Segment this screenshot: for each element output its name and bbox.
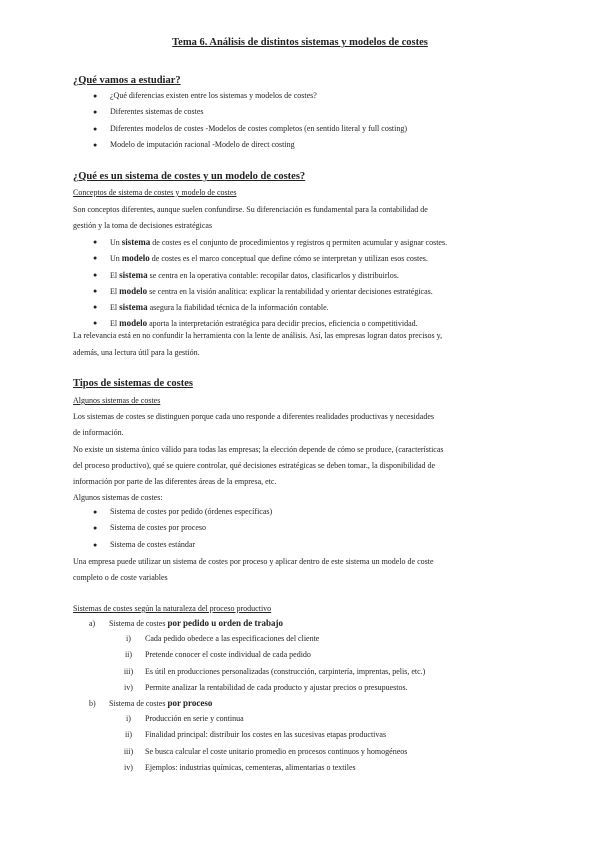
section3-paragraph-line: completo o de coste variables	[73, 573, 168, 582]
bullet-icon: ●	[93, 238, 98, 246]
list-item: ii) Finalidad principal: distribuir los costes en las sucesivas etapas productivas	[124, 730, 387, 740]
item-keyword: por proceso	[167, 698, 213, 708]
bullet-icon: ●	[93, 540, 98, 549]
list-item: ● El modelo aporta la interpretación estratégica para decidir precios, eficiencia o competitividad.	[93, 315, 447, 331]
list-item: iv) Ejemplos: industrias químicas, cementeras, alimentarias o textiles	[124, 762, 356, 772]
list-item: ● ¿Qué diferencias existen entre los sistemas y modelos de costes?	[93, 88, 407, 104]
bullet-icon: ●	[93, 303, 98, 312]
list-item: ● El modelo se centra en la visión analítica: explicar la rentabilidad y orientar decisiones estratégicas.	[93, 283, 447, 299]
list-item: iii) Se busca calcular el coste unitario promedio en procesos continuos y homogéneos	[123, 746, 408, 756]
item-keyword: por pedido u orden de trabajo	[167, 618, 284, 628]
bullet-icon: ●	[93, 254, 98, 263]
list-item-b: b) Sistema de costes por proceso	[89, 698, 213, 708]
section3-subheading2: Sistemas de costes según la naturaleza del proceso productivo	[73, 604, 272, 613]
section3-subheading: Algunos sistemas de costes	[73, 396, 161, 405]
list-item: ● Diferentes modelos de costes -Modelos de costes completos (en sentido literal y full costing)	[93, 121, 407, 137]
section3-paragraph-line: Una empresa puede utilizar un sistema de costes por proceso y aplicar dentro de este sistema un modelo de coste	[73, 557, 434, 566]
list-item: ● Un modelo de costes es el marco conceptual que define cómo se interpretan y utilizan esos costes.	[93, 250, 447, 266]
section3-paragraph-line: Los sistemas de costes se distinguen porque cada uno responde a diferentes realidades productivas y necesidades	[73, 412, 434, 421]
list-item: ● Sistema de costes por pedido (órdenes específicas)	[93, 504, 272, 520]
section1-heading: ¿Qué vamos a estudiar?	[73, 75, 181, 86]
item-label: b)	[89, 699, 96, 708]
list-item: ii) Pretende conocer el coste individual de cada pedido	[124, 650, 311, 660]
bullet-icon: ●	[93, 508, 98, 516]
list-item: i) Cada pedido obedece a las especificaciones del cliente	[126, 634, 320, 643]
section3-paragraph-line: de información.	[73, 428, 124, 437]
list-item: ● Un sistema de costes es el conjunto de procedimientos y registros q permiten acumular y asignar costes.	[93, 234, 447, 250]
list-item: ● Sistema de costes por proceso	[93, 520, 272, 536]
section2-bullet-list	[93, 234, 447, 332]
item-label: a)	[89, 619, 96, 628]
list-item: ● El sistema asegura la fiabilidad técnica de la información contable.	[93, 299, 447, 315]
list-item: ● Sistema de costes estándar	[93, 537, 272, 553]
bullet-icon: ●	[93, 124, 98, 133]
list-item: i) Producción en serie y continua	[126, 714, 244, 723]
section3-heading: Tipos de sistemas de costes	[73, 378, 193, 389]
item-a-sublist	[112, 631, 425, 696]
list-item: ● Diferentes sistemas de costes	[93, 104, 407, 120]
section1-bullet-list	[93, 88, 407, 153]
list-item: ● Modelo de imputación racional -Modelo de direct costing	[93, 137, 407, 153]
section2-subheading: Conceptos de sistema de costes y modelo de costes	[73, 188, 237, 197]
bullet-icon: ●	[93, 270, 98, 279]
section2-intro-line: gestión y la toma de decisiones estratégicas	[73, 221, 213, 230]
section3-list-intro: Algunos sistemas de costes:	[73, 493, 163, 502]
section3-paragraph-line: No existe un sistema único válido para todas las empresas; la elección depende de cómo se produce, (características	[73, 445, 444, 454]
section2-intro-line: Son conceptos diferentes, aunque suelen confundirse. Su diferenciación es fundamental para la contabilidad de	[73, 205, 428, 214]
page-title: Tema 6. Análisis de distintos sistemas y modelos de costes	[172, 37, 428, 48]
list-item: ● El sistema se centra en la operativa contable: recopilar datos, clasificarlos y distribuirlos.	[93, 267, 447, 283]
bullet-icon: ●	[93, 108, 98, 117]
section3-paragraph-line: información por parte de las diferentes áreas de la empresa, etc.	[73, 477, 277, 486]
bullet-icon: ●	[93, 524, 98, 533]
bullet-icon: ●	[93, 319, 98, 328]
section3-paragraph-line: del proceso productivo), qué se quiere controlar, qué decisiones estratégicas se deben tomar., la disponibilidad de	[73, 461, 436, 470]
item-b-sublist	[112, 711, 407, 776]
section2-outro-line: La relevancia está en no confundir la herramienta con la lente de análisis. Así, las empresas logran datos precisos y,	[73, 331, 443, 340]
section2-outro-line: además, una lectura útil para la gestión.	[73, 348, 200, 357]
list-item-a: a) Sistema de costes por pedido u orden de trabajo	[89, 618, 284, 628]
list-item: iv) Permite analizar la rentabilidad de cada producto y ajustar precios o presupuestos.	[124, 682, 408, 692]
section3-bullet-list	[93, 504, 272, 553]
bullet-icon: ●	[93, 286, 98, 295]
bullet-icon: ●	[93, 92, 98, 100]
bullet-icon: ●	[93, 140, 98, 149]
section2-heading: ¿Qué es un sistema de costes y un modelo de costes?	[73, 171, 306, 182]
list-item: iii) Es útil en producciones personalizadas (construcción, carpintería, imprentas, pelis, etc.)	[123, 666, 426, 676]
